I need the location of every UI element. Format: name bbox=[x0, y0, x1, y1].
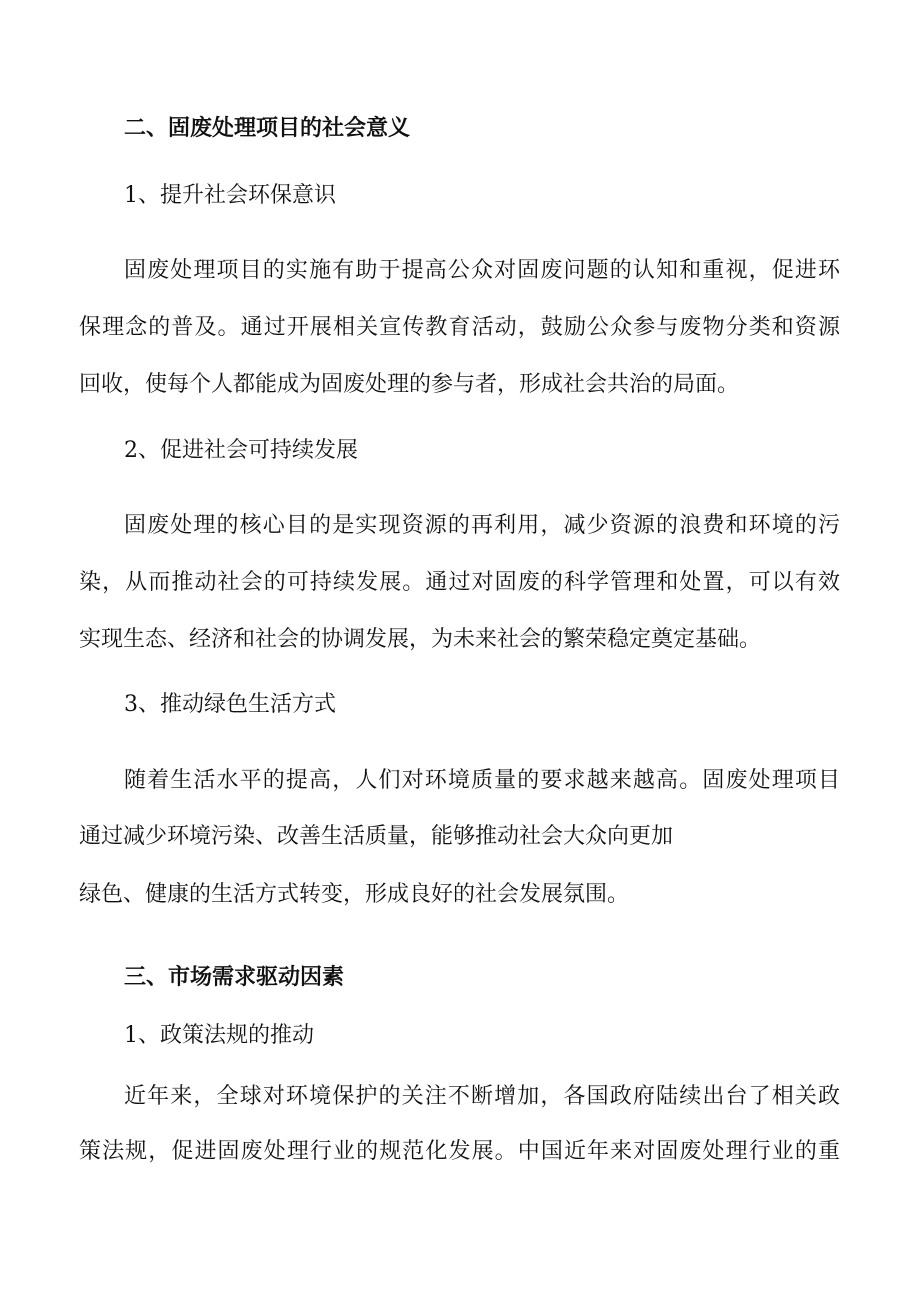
paragraph-line: 染，从而推动社会的可持续发展。通过对固废的科学管理和处置，可以有效 bbox=[79, 570, 840, 595]
paragraph-line: 近年来，全球对环境保护的关注不断增加，各国政府陆续出台了相关政 bbox=[124, 1084, 840, 1109]
paragraph-line: 固废处理的核心目的是实现资源的再利用，减少资源的浪费和环境的污 bbox=[124, 513, 840, 538]
paragraph-line: 固废处理项目的实施有助于提高公众对固废问题的认知和重视，促进环 bbox=[124, 258, 840, 283]
paragraph-line: 实现生态、经济和社会的协调发展，为未来社会的繁荣稳定奠定基础。 bbox=[79, 627, 762, 652]
paragraph-line: 保理念的普及。通过开展相关宣传教育活动，鼓励公众参与废物分类和资源 bbox=[79, 315, 840, 340]
subsection-title: 3、推动绿色生活方式 bbox=[124, 692, 336, 717]
paragraph-line: 策法规，促进固废处理行业的规范化发展。中国近年来对固废处理行业的重 bbox=[79, 1139, 840, 1164]
section-heading: 三、市场需求驱动因素 bbox=[124, 964, 345, 990]
paragraph-line: 通过减少环境污染、改善生活质量，能够推动社会大众向更加 bbox=[79, 824, 674, 849]
subsection-title: 2、促进社会可持续发展 bbox=[124, 438, 358, 463]
paragraph-line: 回收，使每个人都能成为固废处理的参与者，形成社会共治的局面。 bbox=[79, 372, 740, 397]
subsection-title: 1、政策法规的推动 bbox=[124, 1023, 314, 1048]
section-heading: 二、固废处理项目的社会意义 bbox=[124, 115, 411, 141]
paragraph-line: 绿色、健康的生活方式转变，形成良好的社会发展氛围。 bbox=[79, 882, 630, 907]
paragraph-line: 随着生活水平的提高，人们对环境质量的要求越来越高。固废处理项目 bbox=[124, 768, 840, 793]
subsection-title: 1、提升社会环保意识 bbox=[124, 183, 336, 208]
